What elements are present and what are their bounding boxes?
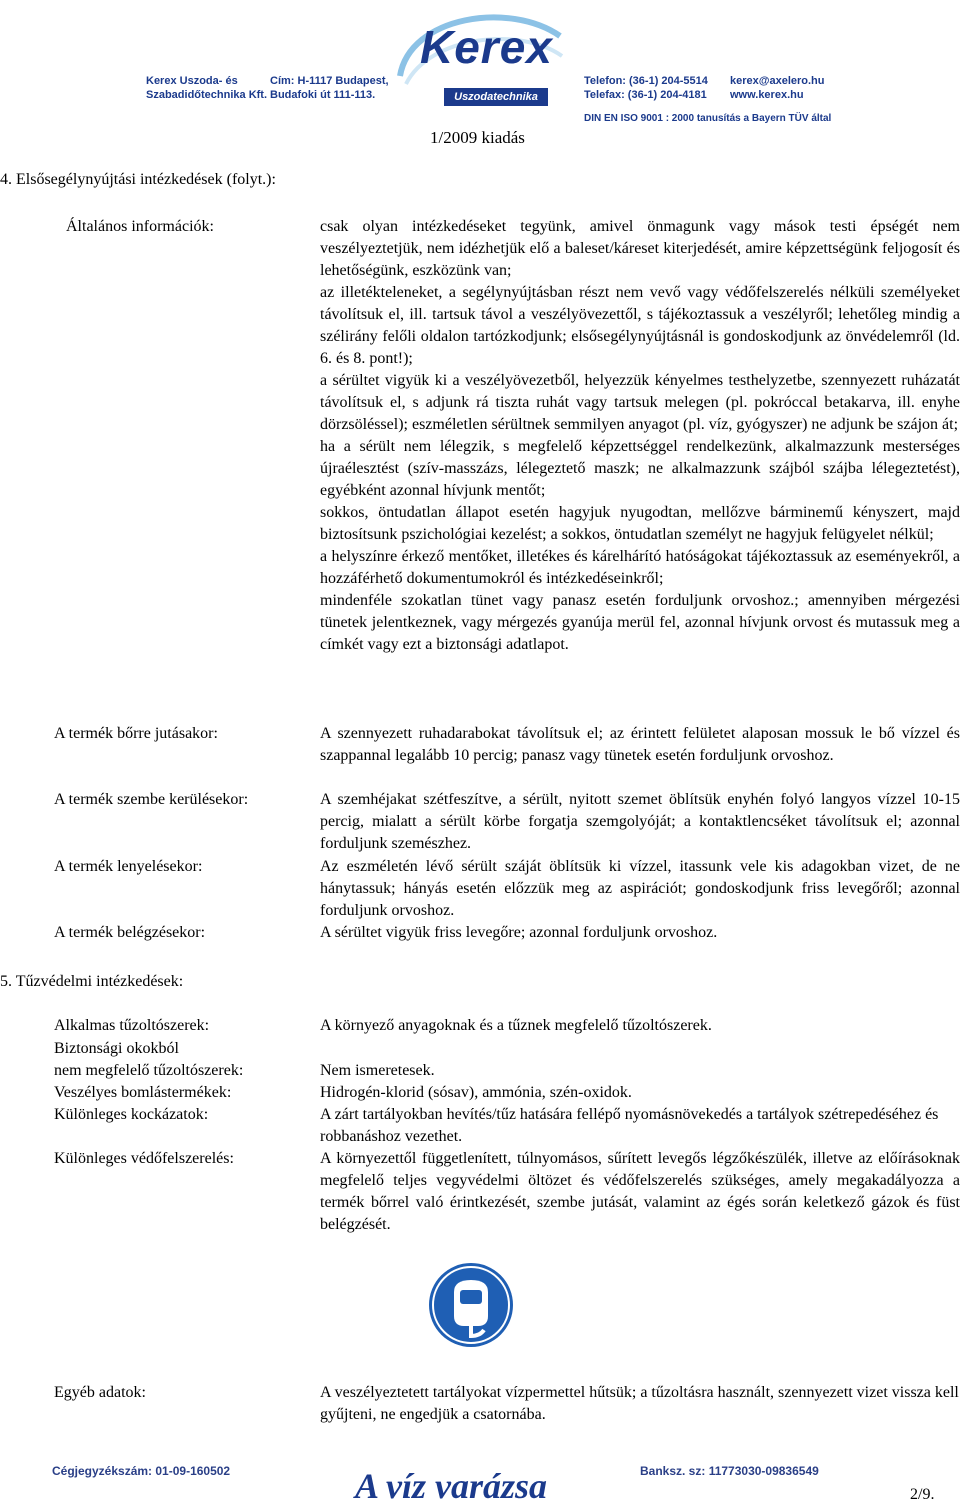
eye-text: A szemhéjakat szétfeszítve, a sérült, nyitott szemet öblítsük enyhén folyó langyos vízzel 10-15 percig, mialatt a sérült körbe forgatja szemgolyóját; a kontaktlencséket távolítsuk el; azonnal forduljunk szemészhez. — [320, 791, 960, 852]
company-name-line2: Szabadidőtechnika Kft. — [146, 89, 268, 101]
suitable-extinguisher-text: A környező anyagoknak és a tűznek megfelelő tűzoltószerek. — [320, 1017, 712, 1034]
swallow-label: A termék lenyelésekor: — [54, 858, 203, 875]
other-data-text: A veszélyeztetett tartályokat vízpermettel hűtsük; a tűzoltásra használt, szennyezett vizet vissza kell gyűjteni, ne engedjük a csatornába. — [320, 1384, 959, 1423]
ppe-text: A környezettől függetlenített, túlnyomásos, sűrített levegős légzőkészülék, illetve az előírásoknak megfelelő teljes vegyvédelmi öltözet és védőfelszerelés szükséges, amely megakadályozza a termék bőrrel való érintkezését, szembe jutását, valamint az égés során keletkező gázok és füst belégzését. — [320, 1150, 960, 1233]
section5-title: 5. Tűzvédelmi intézkedések: — [0, 973, 184, 990]
company-name-line1: Kerex Uszoda- és — [146, 75, 238, 87]
address-line1: Cím: H-1117 Budapest, — [270, 75, 389, 87]
address-line2: Budafoki út 111-113. — [270, 89, 376, 101]
general-line: csak olyan intézkedéseket tegyünk, amivel önmagunk vagy mások testi épségét nem veszélyeztetjük, nem idézhetjük elő a baleset/káreset kiterjedését, amire képzettségünk feljogosít és lehetőségünk, eszközünk van; — [320, 218, 960, 279]
kerex-logo — [390, 6, 568, 110]
unsuitable-text: Nem ismeretesek. — [320, 1062, 435, 1079]
general-line: a helyszínre érkező mentőket, illetékes és kárelhárító hatóságokat tájékoztassuk az eseményekről, a hozzáférhető dokumentumokról és intézkedéseinkről; — [320, 548, 960, 587]
logo-subtitle: Uszodatechnika — [444, 88, 548, 106]
eye-block — [320, 789, 960, 855]
ppe-label: Különleges védőfelszerelés: — [54, 1150, 234, 1167]
decomposition-text: Hidrogén-klorid (sósav), ammónia, szén-oxidok. — [320, 1084, 632, 1101]
skin-label: A termék bőrre jutásakor: — [54, 725, 218, 742]
swallow-block — [320, 856, 960, 922]
phone: Telefon: (36-1) 204-5514 — [584, 75, 708, 87]
company-registry: Cégjegyzékszám: 01-09-160502 — [52, 1464, 231, 1478]
general-line: az illetékteleneket, a segélynyújtásban részt nem vevő vagy védőfelszerelés nélküli személyeket távolítsuk el, ill. tartsuk távol a veszélyövezettől, s tájékoztassuk a veszélyről; lehetőleg mindig a szélirány felőli oldalon tartózkodjunk; elsősegélynyújtásnál is gondoskodjunk az önvédelemről (ld. 6. és 8. pont!); — [320, 284, 960, 367]
skin-block — [320, 723, 960, 767]
suitable-extinguisher-label: Alkalmas tűzoltószerek: — [54, 1017, 210, 1034]
general-line: sokkos, öntudatlan állapot esetén hagyjuk nyugodtan, mellőzve bárminemű kényszert, majd biztosítsunk pszichológiai kezelést; a sokkos, öntudatlan személyt ne hagyjuk felügyelet nélkül; — [320, 504, 960, 543]
email: kerex@axelero.hu — [730, 75, 825, 87]
inhale-label: A termék belégzésekor: — [54, 924, 206, 941]
breathing-apparatus-icon — [428, 1262, 514, 1348]
unsuitable-label-line2: nem megfelelő tűzoltószerek: — [54, 1062, 244, 1079]
general-info-text — [320, 216, 960, 656]
page-number: 2/9. — [910, 1486, 935, 1503]
general-line: mindenféle szokatlan tünet vagy panasz esetén forduljunk orvoshoz.; amennyiben mérgezési tünetek jelentkeznek, vagy mérgezés gyanúja merül fel, azonnal hívjunk orvost és mutassuk meg a címkét vagy ezt a biztonsági adatlapot. — [320, 592, 960, 653]
skin-text: A szennyezett ruhadarabokat távolítsuk el; az érintett felületet alaposan mossuk le bő vízzel és szappannal legalább 10 percig; panasz vagy tünetek esetén forduljunk orvoshoz. — [320, 725, 960, 764]
section4-title: 4. Elsősegélynyújtási intézkedések (folyt.): — [0, 171, 276, 188]
ppe-block — [320, 1148, 960, 1236]
inhale-text: A sérültet vigyük friss levegőre; azonnal forduljunk orvoshoz. — [320, 924, 718, 941]
special-risk-text: A zárt tartályokban hevítés/tűz hatására fellépő nyomásnövekedés a tartályok szétrepedéséhez és robbanáshoz vezethet. — [320, 1106, 939, 1145]
inhale-block — [320, 922, 960, 944]
edition: 1/2009 kiadás — [430, 128, 525, 147]
special-risk-block — [320, 1104, 960, 1148]
general-line: a sérültet vigyük ki a veszélyövezetből, helyezzük kényelmes testhelyzetbe, szennyezett ruházatát távolítsuk el, s adjunk rá tiszta ruhát vagy tartsuk melegen (pl. pokróccal betakarva, ill. enyhe dörzsöléssel); eszméletlen sérültnek semmilyen anyagot (pl. víz, gyógyszer) ne adjunk be szájon át; — [320, 372, 960, 433]
decomposition-label: Veszélyes bomlástermékek: — [54, 1084, 232, 1101]
bank-account: Banksz. sz: 11773030-09836549 — [640, 1464, 819, 1478]
fax: Telefax: (36-1) 204-4181 — [584, 89, 707, 101]
special-risk-label: Különleges kockázatok: — [54, 1106, 209, 1123]
other-data-label: Egyéb adatok: — [54, 1384, 146, 1401]
footer-slogan: A víz varázsa — [355, 1466, 548, 1506]
iso-certification: DIN EN ISO 9001 : 2000 tanusítás a Bayern TÜV által — [584, 113, 832, 124]
decomposition-block — [320, 1082, 960, 1104]
unsuitable-label-line1: Biztonsági okokból — [54, 1040, 179, 1057]
suitable-block — [320, 1015, 960, 1037]
website: www.kerex.hu — [730, 89, 804, 101]
logo-text: Kerex — [420, 21, 553, 73]
general-line: ha a sérült nem lélegzik, s megfelelő képzettséggel rendelkezünk, alkalmazzunk mesterséges újraélesztést (szív-masszázs, lélegeztető maszk; ne alkalmazzunk szájból szájba lélegeztetést), egyébként azonnal hívjunk mentőt; — [320, 438, 960, 499]
unsuitable-block — [320, 1060, 960, 1082]
eye-label: A termék szembe kerülésekor: — [54, 791, 249, 808]
swallow-text: Az eszméletén lévő sérült száját öblítsük ki vízzel, itassunk vele kis adagokban vizet, de ne hánytassuk; hányás esetén előzzük meg az aspirációt; gondoskodjunk friss levegőről; azonnal forduljunk orvoshoz. — [320, 858, 960, 919]
general-info-label: Általános információk: — [66, 218, 214, 235]
other-data-block — [320, 1382, 960, 1426]
